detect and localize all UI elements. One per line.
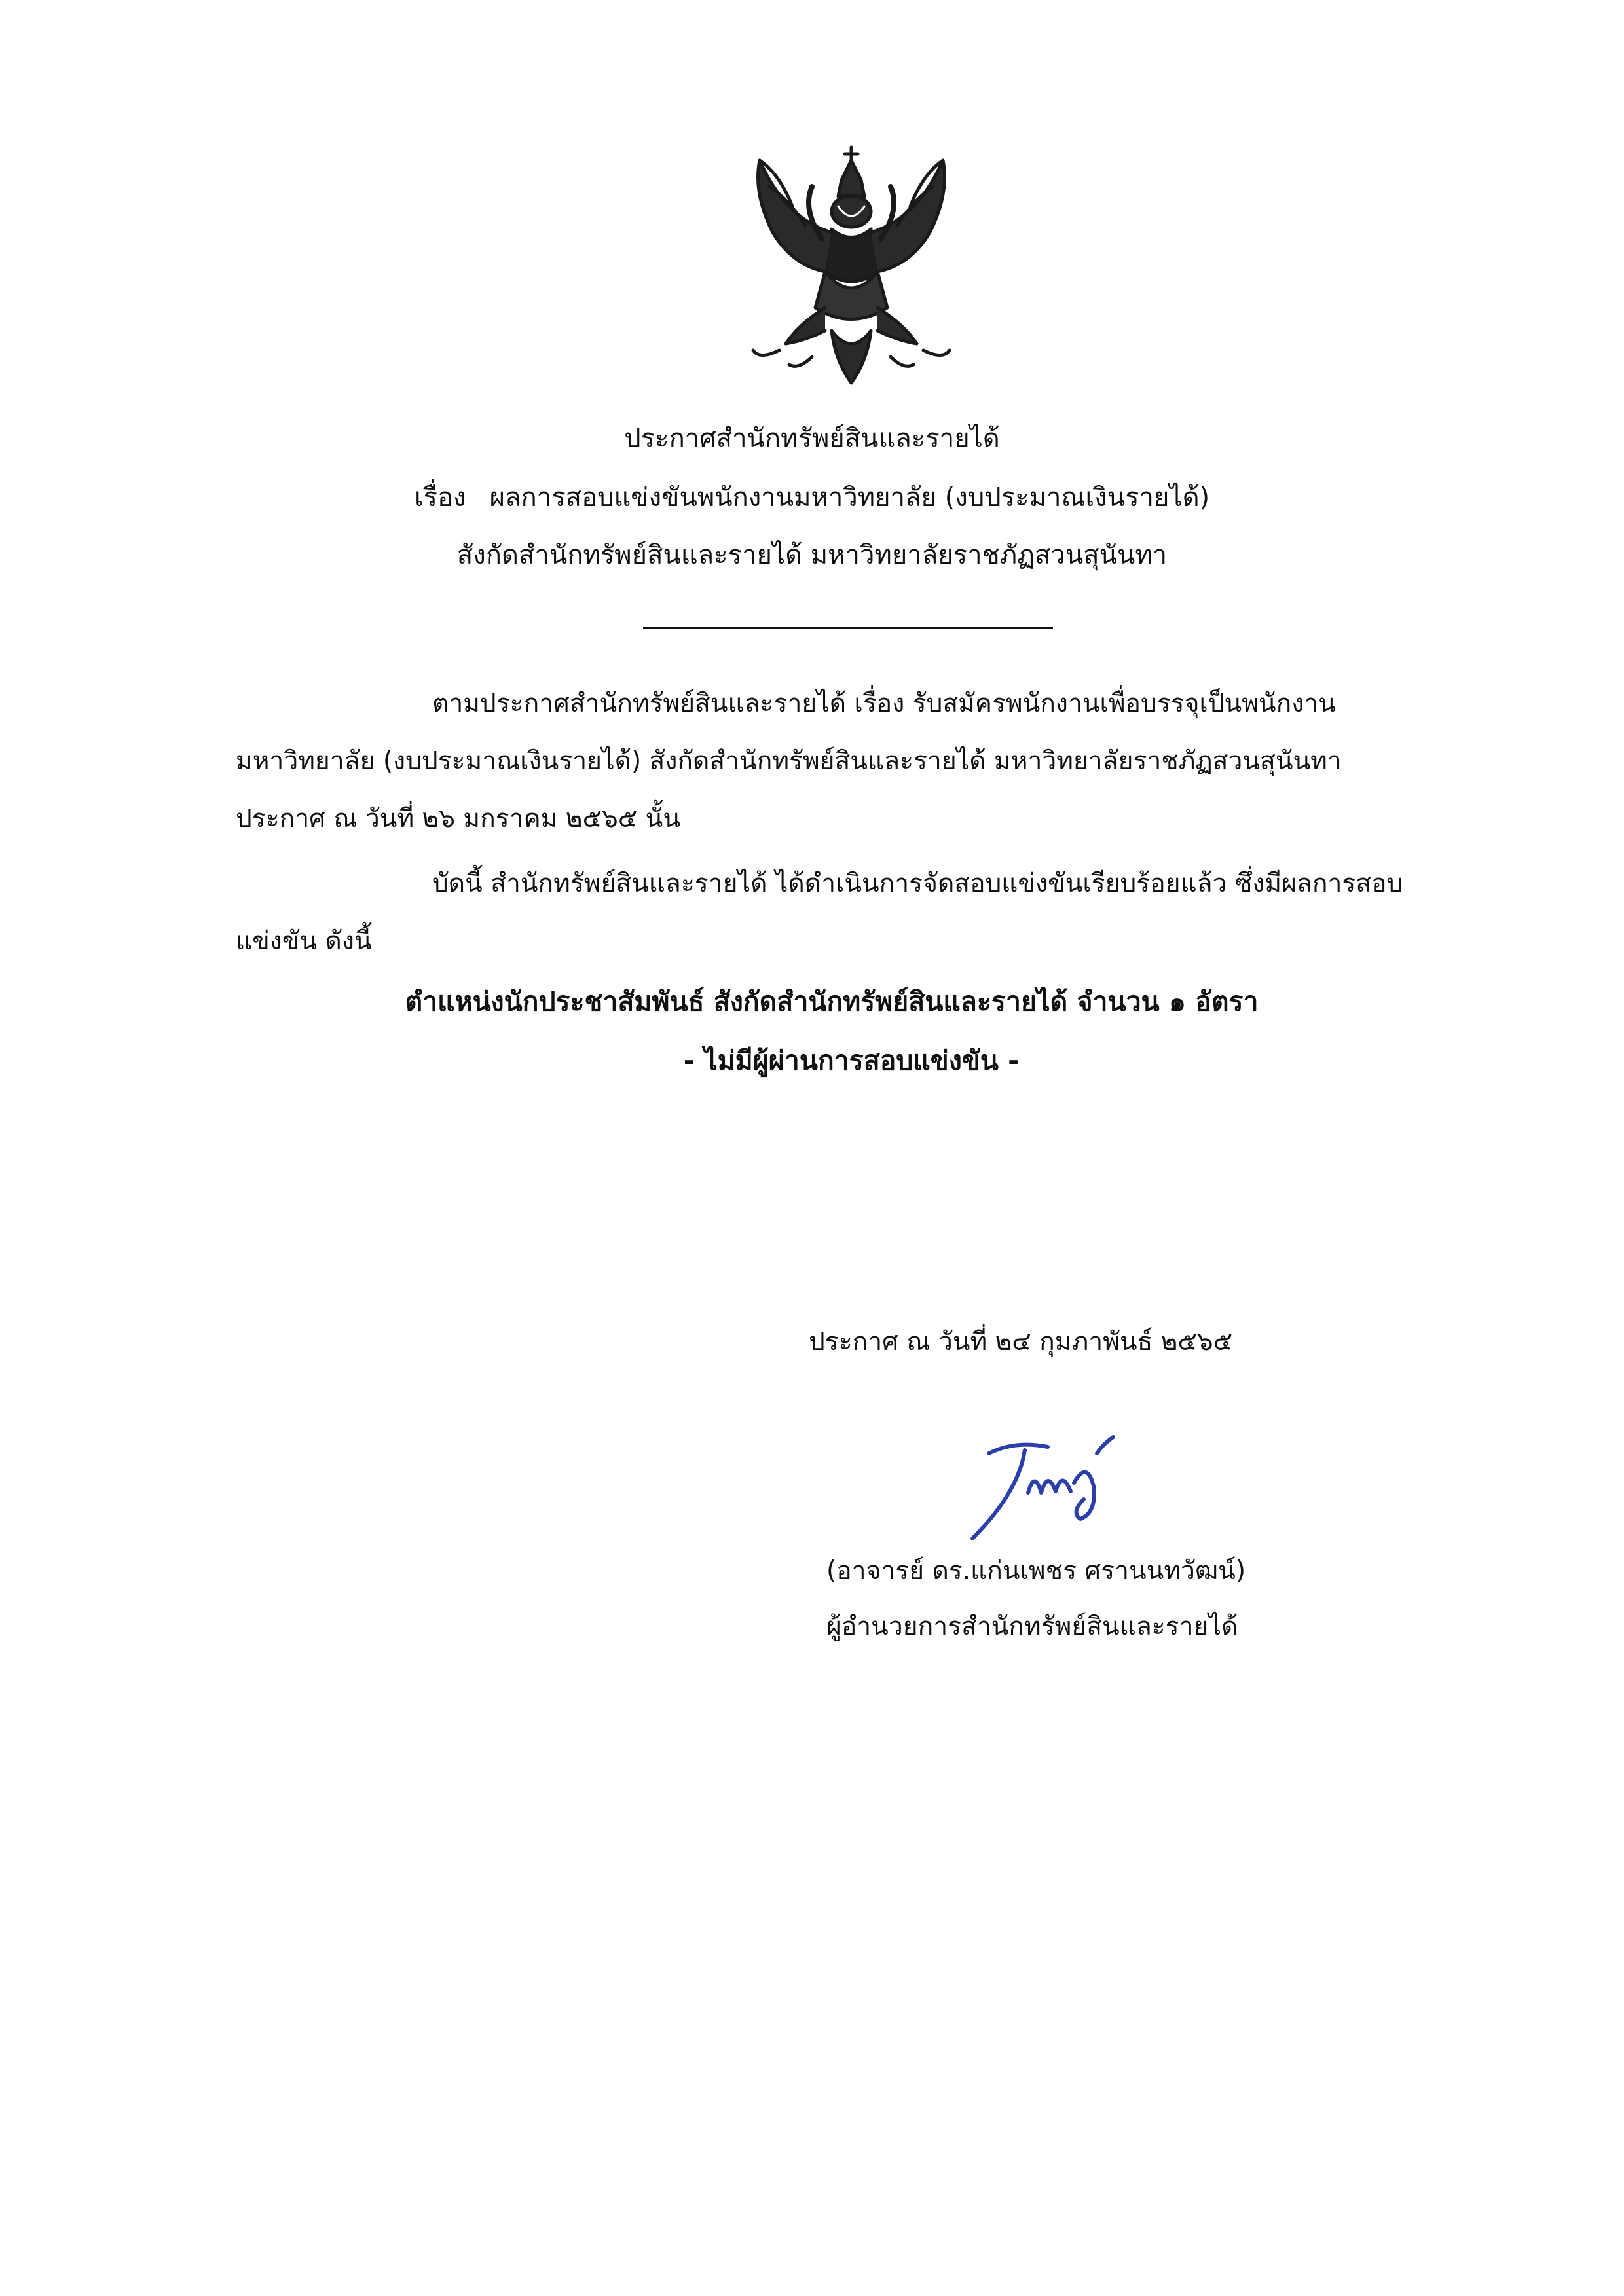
handwritten-signature xyxy=(963,1414,1139,1545)
announcement-issuer: ประกาศสำนักทรัพย์สินและรายได้ xyxy=(624,424,1000,454)
paragraph-line: ตามประกาศสำนักทรัพย์สินและรายได้ เรื่อง รับสมัครพนักงานเพื่อบรรจุเป็นพนักงาน xyxy=(432,689,1336,718)
header-divider xyxy=(643,627,1053,629)
announcement-subject-line xyxy=(0,478,1624,517)
signer-name: (อาจารย์ ดร.แก่นเพชร ศรานนทวัฒน์) xyxy=(826,1556,1246,1586)
signer-title: ผู้อำนวยการสำนักทรัพย์สินและรายได้ xyxy=(826,1612,1238,1641)
subject-text: ผลการสอบแข่งขันพนักงานมหาวิทยาลัย (งบประมาณเงินรายได้) xyxy=(489,483,1210,513)
announcement-affiliation: สังกัดสำนักทรัพย์สินและรายได้ มหาวิทยาลัยราชภัฏสวนสุนันทา xyxy=(456,540,1168,570)
paragraph-line: มหาวิทยาลัย (งบประมาณเงินรายได้) สังกัดสำนักทรัพย์สินและรายได้ มหาวิทยาลัยราชภัฏสวนสุนันทา xyxy=(236,746,1342,776)
exam-result: - ไม่มีผู้ผ่านการสอบแข่งขัน - xyxy=(683,1045,1020,1076)
body-paragraph-1 xyxy=(236,684,1467,839)
paragraph-line: ประกาศ ณ วันที่ ๒๖ มกราคม ๒๕๖๕ นั้น xyxy=(236,804,680,833)
garuda-emblem-icon xyxy=(733,134,969,396)
paragraph-line: บัดนี้ สำนักทรัพย์สินและรายได้ ได้ดำเนินการจัดสอบแข่งขันเรียบร้อยแล้ว ซึ่งมีผลการสอบ xyxy=(432,869,1403,898)
paragraph-line: แข่งขัน ดังนี้ xyxy=(236,926,372,956)
body-paragraph-2 xyxy=(236,864,1467,961)
subject-label: เรื่อง xyxy=(414,483,466,513)
announcement-date: ประกาศ ณ วันที่ ๒๔ กุมภาพันธ์ ๒๕๖๕ xyxy=(809,1327,1233,1357)
position-heading: ตำแหน่งนักประชาสัมพันธ์ สังกัดสำนักทรัพย์สินและรายได้ จำนวน ๑ อัตรา xyxy=(405,986,1259,1017)
